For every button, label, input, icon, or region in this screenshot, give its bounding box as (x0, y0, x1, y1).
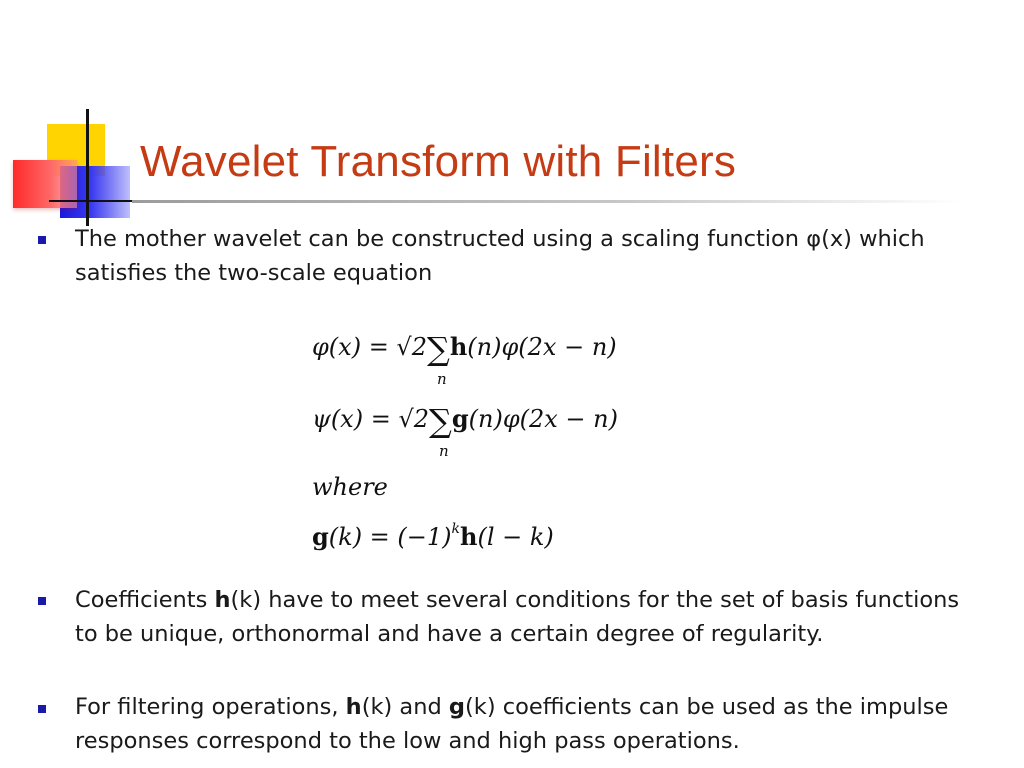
equation-where: where (312, 473, 388, 501)
bullet-marker (36, 236, 46, 246)
equation-g-coeff: $g(k) = (-1)^kh(l - k)$ (312, 521, 554, 551)
title-underline (132, 200, 962, 203)
equation-scaling: φ(x) = √2∑ n h(n)φ(2x − n) (312, 330, 617, 388)
bullet-coefficients: Coefficients h(k) have to meet several conditions for the set of basis functions to be unique, orthonormal and have a certain degree of regularity. (75, 587, 960, 647)
bullet-scaling-function: The mother wavelet can be constructed using a scaling function φ(x) which satisfies the two-scale equation (75, 226, 925, 286)
logo-vertical-line (86, 109, 89, 226)
bullet-marker (36, 705, 46, 715)
bullet-marker (36, 597, 46, 607)
bullet-filtering: For filtering operations, h(k) and g(k) coefficients can be used as the impulse responses correspond to the low and high pass operations. (75, 694, 949, 754)
equation-wavelet: ψ(x) = √2∑ n g(n)φ(2x − n) (312, 402, 618, 460)
logo-horizontal-line (49, 200, 139, 202)
slide-title: Wavelet Transform with Filters (140, 137, 737, 186)
